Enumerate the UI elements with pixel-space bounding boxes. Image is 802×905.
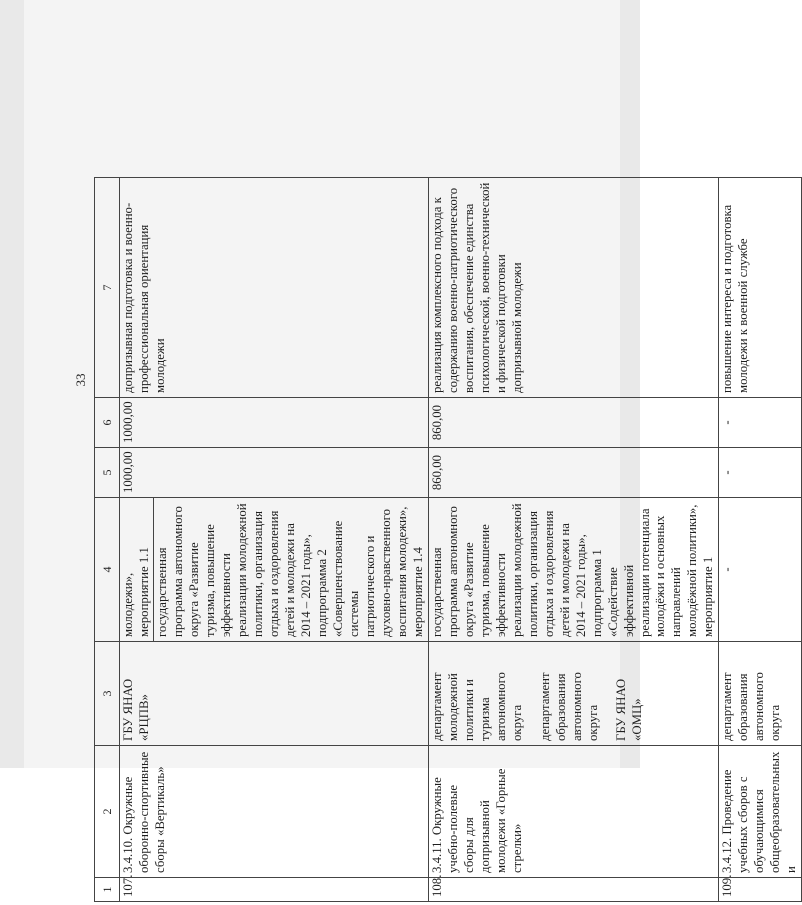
event-cell: 3.4.11. Окружные учебно-полевые сборы для допризывной молодежи «Горные стрелки» — [428, 746, 719, 878]
page-number: 33 — [73, 373, 88, 387]
column-header: 3 — [95, 642, 120, 746]
executor-name: департамент образования автономного округа — [537, 672, 600, 741]
row-number: 109. — [719, 878, 802, 902]
result-cell: допризывная подготовка и военно-профессиональная ориентация молодежи — [120, 178, 429, 398]
funding-cell: 860,00 — [428, 448, 719, 498]
executor-name: ГБУ ЯНАО «ОМЦ» — [613, 678, 644, 741]
plan-table — [94, 177, 802, 902]
program-cell — [120, 498, 429, 642]
column-header: 7 — [95, 178, 120, 398]
column-header: 1 — [95, 878, 120, 902]
table-row — [428, 178, 719, 902]
funding-cell: 1000,00 — [120, 398, 429, 448]
funding-cell: 1000,00 — [120, 448, 429, 498]
program-cell: государственная программа автономного округа «Развитие туризма, повышение эффективности реализации молодежной политики, организация отдыха и оздоровления детей и молодежи на 2014 – 2021 годы», подпрограмма 1 «Содействие эффективной реализации потенциала молодёжи и основных направлений молодёжной политики», мероприятие 1 — [428, 498, 719, 642]
event-cell: 3.4.10. Окружные оборонно-спортивные сборы «Вертикаль» — [120, 746, 429, 878]
rotated-document — [94, 178, 799, 902]
table-row — [719, 178, 802, 902]
funding-cell: 860,00 — [428, 398, 719, 448]
row-number: 108. — [428, 878, 719, 902]
executor-cell — [719, 642, 802, 746]
event-cell: 3.4.12. Проведение учебных сборов с обучающимися общеобразовательных и — [719, 746, 802, 878]
executor-cell — [428, 642, 719, 746]
executor-name: ГБУ ЯНАО «РЦПВ» — [121, 678, 151, 741]
table-row — [120, 178, 429, 902]
row-number: 107. — [120, 878, 429, 902]
executor-cell — [120, 642, 429, 746]
result-cell: реализация комплексного подхода к содержанию военно-патриотического воспитания, обеспечение единства психологической, военно-технической и физической подготовки допризывной молодежи — [428, 178, 719, 398]
column-header: 6 — [95, 398, 120, 448]
program-cell: - — [719, 498, 802, 642]
program-text: государственная программа автономного округа «Развитие туризма, повышение эффективности реализации молодежной политики, организация отдыха и оздоровления детей и молодежи на 2014 – 2021 годы», подпрограмма 2 «Совершенствование системы патриотического и духовно-нравственного воспитания молодежи», мероприятие 1.4 — [154, 503, 425, 637]
column-number-row — [95, 178, 120, 902]
result-cell: повышение интереса и подготовка молодежи к военной службе — [719, 178, 802, 398]
funding-cell: - — [719, 398, 802, 448]
funding-cell: - — [719, 448, 802, 498]
executor-name: департамент молодежной политики и туризма автономного округа — [429, 672, 524, 741]
column-header: 5 — [95, 448, 120, 498]
program-prefix: молодежи», мероприятие 1.1 — [121, 498, 154, 641]
column-header: 4 — [95, 498, 120, 642]
column-header: 2 — [95, 746, 120, 878]
executor-name: департамент образования автономного округа — [720, 672, 783, 741]
